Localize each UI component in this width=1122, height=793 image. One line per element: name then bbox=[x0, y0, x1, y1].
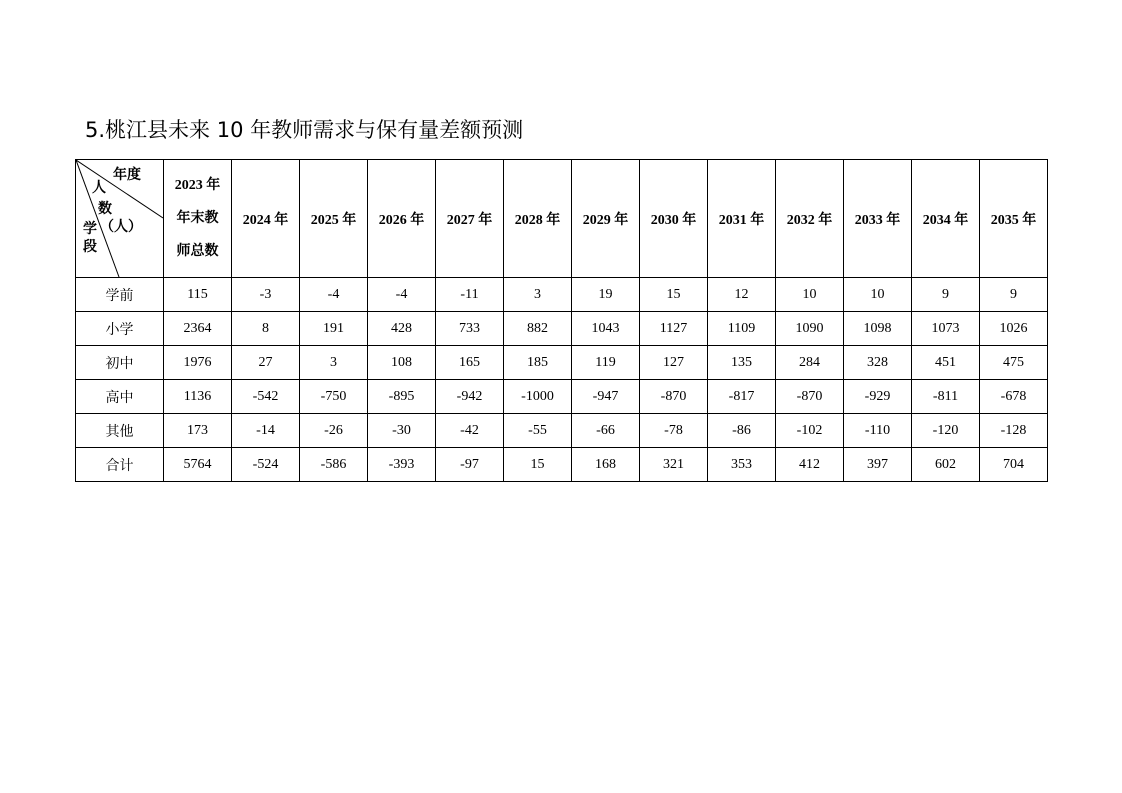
table-cell: 108 bbox=[368, 346, 436, 380]
table-cell: 428 bbox=[368, 312, 436, 346]
row-label: 合计 bbox=[76, 448, 164, 482]
table-cell: 1098 bbox=[844, 312, 912, 346]
table-cell: 185 bbox=[504, 346, 572, 380]
table-cell: 173 bbox=[164, 414, 232, 448]
table-cell: 1109 bbox=[708, 312, 776, 346]
table-cell: -870 bbox=[776, 380, 844, 414]
table-cell: -86 bbox=[708, 414, 776, 448]
forecast-table bbox=[75, 159, 1048, 482]
header-year: 2027 年 bbox=[436, 160, 504, 278]
table-cell: 119 bbox=[572, 346, 640, 380]
diag-people-label-3: （人） bbox=[100, 219, 142, 235]
table-cell: -42 bbox=[436, 414, 504, 448]
table-cell: 1026 bbox=[980, 312, 1048, 346]
page-title: 5.桃江县未来 10 年教师需求与保有量差额预测 bbox=[85, 118, 524, 142]
table-cell: -678 bbox=[980, 380, 1048, 414]
table-cell: 284 bbox=[776, 346, 844, 380]
table-cell: 5764 bbox=[164, 448, 232, 482]
table-cell: 451 bbox=[912, 346, 980, 380]
table-cell: 12 bbox=[708, 278, 776, 312]
row-label: 初中 bbox=[76, 346, 164, 380]
table-cell: 353 bbox=[708, 448, 776, 482]
table-cell: 9 bbox=[980, 278, 1048, 312]
table-cell: 191 bbox=[300, 312, 368, 346]
table-cell: 165 bbox=[436, 346, 504, 380]
table-cell: -14 bbox=[232, 414, 300, 448]
diag-stage-label-1: 学 bbox=[83, 221, 97, 237]
table-cell: 412 bbox=[776, 448, 844, 482]
table-cell: -26 bbox=[300, 414, 368, 448]
header-row bbox=[76, 160, 1048, 278]
table-cell: 135 bbox=[708, 346, 776, 380]
table-cell: 3 bbox=[300, 346, 368, 380]
table-cell: -66 bbox=[572, 414, 640, 448]
table-cell: 1090 bbox=[776, 312, 844, 346]
header-year: 2026 年 bbox=[368, 160, 436, 278]
table-cell: 8 bbox=[232, 312, 300, 346]
table-cell: -947 bbox=[572, 380, 640, 414]
table-cell: 1127 bbox=[640, 312, 708, 346]
header-year: 2024 年 bbox=[232, 160, 300, 278]
header-2023-total: 2023 年 年末教 师总数 bbox=[164, 160, 232, 278]
table-cell: 27 bbox=[232, 346, 300, 380]
table-cell: -110 bbox=[844, 414, 912, 448]
table-cell: 127 bbox=[640, 346, 708, 380]
table-cell: 9 bbox=[912, 278, 980, 312]
table-cell: 10 bbox=[776, 278, 844, 312]
row-label: 小学 bbox=[76, 312, 164, 346]
table-cell: 602 bbox=[912, 448, 980, 482]
table-cell: -55 bbox=[504, 414, 572, 448]
header-year: 2032 年 bbox=[776, 160, 844, 278]
header-year: 2025 年 bbox=[300, 160, 368, 278]
table-cell: 704 bbox=[980, 448, 1048, 482]
data-rows bbox=[76, 278, 1048, 482]
table-cell: -895 bbox=[368, 380, 436, 414]
header-year: 2030 年 bbox=[640, 160, 708, 278]
table-cell: -30 bbox=[368, 414, 436, 448]
table-cell: 2364 bbox=[164, 312, 232, 346]
table-cell: -97 bbox=[436, 448, 504, 482]
table-cell: 733 bbox=[436, 312, 504, 346]
header-year: 2034 年 bbox=[912, 160, 980, 278]
table-row bbox=[76, 414, 1048, 448]
table-cell: 15 bbox=[504, 448, 572, 482]
table-cell: -542 bbox=[232, 380, 300, 414]
row-label: 其他 bbox=[76, 414, 164, 448]
table-row bbox=[76, 312, 1048, 346]
table-cell: -3 bbox=[232, 278, 300, 312]
table-cell: 3 bbox=[504, 278, 572, 312]
header-year: 2033 年 bbox=[844, 160, 912, 278]
diag-people-label-1: 人 bbox=[92, 180, 106, 196]
header-year: 2035 年 bbox=[980, 160, 1048, 278]
table-cell: 1976 bbox=[164, 346, 232, 380]
table-cell: -811 bbox=[912, 380, 980, 414]
table-row bbox=[76, 448, 1048, 482]
table-cell: -870 bbox=[640, 380, 708, 414]
table-cell: 321 bbox=[640, 448, 708, 482]
table-cell: 19 bbox=[572, 278, 640, 312]
row-label: 高中 bbox=[76, 380, 164, 414]
table-row bbox=[76, 380, 1048, 414]
table-cell: 1043 bbox=[572, 312, 640, 346]
table-cell: 1073 bbox=[912, 312, 980, 346]
table-cell: 1136 bbox=[164, 380, 232, 414]
header-year: 2028 年 bbox=[504, 160, 572, 278]
table-cell: 882 bbox=[504, 312, 572, 346]
table-cell: -120 bbox=[912, 414, 980, 448]
table-cell: -524 bbox=[232, 448, 300, 482]
table-cell: -929 bbox=[844, 380, 912, 414]
table-cell: 475 bbox=[980, 346, 1048, 380]
table-cell: 397 bbox=[844, 448, 912, 482]
table-cell: -4 bbox=[300, 278, 368, 312]
table-cell: -78 bbox=[640, 414, 708, 448]
diagonal-header-cell bbox=[76, 160, 164, 278]
diag-stage-label-2: 段 bbox=[83, 239, 97, 255]
table-cell: -102 bbox=[776, 414, 844, 448]
table-cell: -1000 bbox=[504, 380, 572, 414]
table-cell: -11 bbox=[436, 278, 504, 312]
table-cell: -586 bbox=[300, 448, 368, 482]
diag-people-label-2: 数 bbox=[98, 201, 112, 217]
diag-year-label: 年度 bbox=[113, 167, 141, 183]
table-cell: -4 bbox=[368, 278, 436, 312]
table-cell: -817 bbox=[708, 380, 776, 414]
table-cell: 15 bbox=[640, 278, 708, 312]
row-label: 学前 bbox=[76, 278, 164, 312]
table-cell: 168 bbox=[572, 448, 640, 482]
header-year: 2031 年 bbox=[708, 160, 776, 278]
table-row bbox=[76, 346, 1048, 380]
table-cell: 10 bbox=[844, 278, 912, 312]
table-cell: -128 bbox=[980, 414, 1048, 448]
table-cell: -750 bbox=[300, 380, 368, 414]
table-cell: -942 bbox=[436, 380, 504, 414]
table-cell: 115 bbox=[164, 278, 232, 312]
table-cell: 328 bbox=[844, 346, 912, 380]
table-cell: -393 bbox=[368, 448, 436, 482]
header-year: 2029 年 bbox=[572, 160, 640, 278]
table-row bbox=[76, 278, 1048, 312]
